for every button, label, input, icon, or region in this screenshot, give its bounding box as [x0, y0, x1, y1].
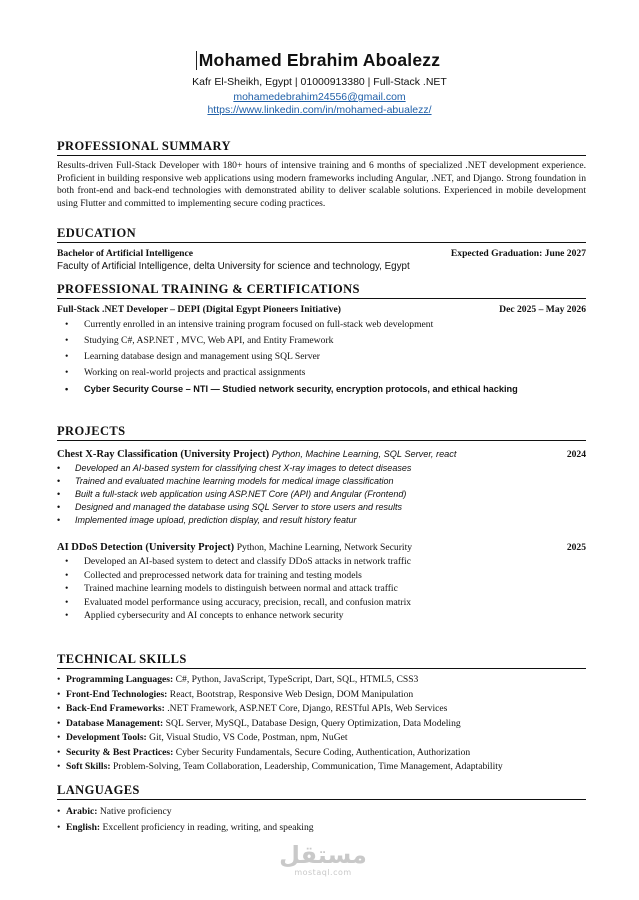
summary-text: Results-driven Full-Stack Developer with 180+ hours of intensive training and 6 months of specialized .NET development experience. Proficient in building responsive web applications using modern frameworks including Angular, .NET, and Django. Strong foundation in both front-end and back-end technologies with demonstrated ability to deliver scalable solutions. Experienced in mobile development using Flutter and committed to implementing secure coding practices. — [57, 160, 586, 209]
language-item: • English: Excellent proficiency in reading, writing, and speaking — [57, 820, 586, 836]
project-name: AI DDoS Detection (University Project) — [57, 542, 235, 553]
list-item: • Implemented image upload, prediction display, and result history featur — [57, 514, 586, 527]
cert-item: • Cyber Security Course – NTI — Studied network security, encryption protocols, and ethical hacking — [57, 381, 586, 397]
project-tech: Python, Machine Learning, SQL Server, react — [271, 449, 457, 459]
skill-item: • Development Tools: Git, Visual Studio, VS Code, Postman, npm, NuGet — [57, 731, 586, 746]
list-item: • Studying C#, ASP.NET , MVC, Web API, and Entity Framework — [57, 333, 586, 349]
summary-section — [57, 139, 586, 210]
skill-item: • Programming Languages: C#, Python, JavaScript, TypeScript, Dart, SQL, HTML5, CSS3 — [57, 673, 586, 688]
project-year: 2024 — [566, 449, 586, 460]
skill-item: • Back-End Frameworks: .NET Framework, ASP.NET Core, Django, RESTful APIs, Web Services — [57, 702, 586, 717]
languages-section — [57, 783, 586, 836]
list-item: • Collected and preprocessed network data for training and testing models — [57, 569, 586, 583]
faculty: Faculty of Artificial Intelligence, delta University for science and technology, Egypt — [57, 261, 410, 272]
graduation-date: Expected Graduation: June 2027 — [450, 248, 586, 259]
list-item: • Learning database design and management using SQL Server — [57, 349, 586, 365]
skill-item: • Security & Best Practices: Cyber Security Fundamentals, Secure Coding, Authentication, Authorization — [57, 746, 586, 761]
skills-section — [57, 652, 586, 775]
project-tech: Python, Machine Learning, Network Security — [236, 542, 413, 553]
project-bullets — [57, 462, 586, 527]
languages-heading: LANGUAGES — [57, 783, 586, 800]
project-bullets — [57, 555, 586, 623]
candidate-name: Mohamed Ebrahim Aboalezz — [198, 50, 441, 70]
language-item: • Arabic: Native proficiency — [57, 804, 586, 820]
resume-header — [0, 50, 639, 116]
list-item: • Developed an AI-based system to detect and classify DDoS attacks in network traffic — [57, 555, 586, 569]
training-section — [57, 282, 586, 397]
skill-item: • Database Management: SQL Server, MySQL, Database Design, Query Optimization, Data Modeling — [57, 717, 586, 732]
watermark-domain: mostaql.com — [294, 868, 352, 877]
education-section — [57, 226, 586, 273]
skills-list — [57, 673, 586, 775]
skill-item: • Front-End Technologies: React, Bootstrap, Responsive Web Design, DOM Manipulation — [57, 688, 586, 703]
training-dates: Dec 2025 – May 2026 — [499, 304, 586, 315]
degree: Bachelor of Artificial Intelligence — [57, 248, 193, 259]
list-item: • Applied cybersecurity and AI concepts to enhance network security — [57, 609, 586, 623]
watermark-arabic: مستقل — [279, 841, 367, 869]
skills-heading: TECHNICAL SKILLS — [57, 652, 586, 669]
project-year: 2025 — [566, 542, 586, 553]
training-list — [57, 317, 586, 397]
projects-section — [57, 424, 586, 623]
list-item: • Evaluated model performance using accuracy, precision, recall, and confusion matrix — [57, 596, 586, 610]
training-program: Full-Stack .NET Developer – DEPI (Digital Egypt Pioneers Initiative) — [57, 304, 341, 315]
skill-item: • Soft Skills: Problem-Solving, Team Collaboration, Leadership, Communication, Time Management, Adaptability — [57, 760, 586, 775]
summary-heading: PROFESSIONAL SUMMARY — [57, 139, 586, 156]
list-item: • Working on real-world projects and practical assignments — [57, 365, 586, 381]
project-name: Chest X-Ray Classification (University Project) — [57, 449, 270, 460]
languages-list — [57, 804, 586, 836]
mostaql-watermark — [278, 842, 368, 877]
list-item: • Developed an AI-based system for classifying chest X-ray images to detect diseases — [57, 462, 586, 475]
list-item: • Currently enrolled in an intensive training program focused on full-stack web development — [57, 317, 586, 333]
project-title — [57, 541, 412, 554]
list-item: • Trained machine learning models to distinguish between normal and attack traffic — [57, 582, 586, 596]
list-item: • Trained and evaluated machine learning models for medical image classification — [57, 475, 586, 488]
contact-line: Kafr El-Sheikh, Egypt | 01000913380 | Full-Stack .NET — [192, 76, 447, 88]
training-heading: PROFESSIONAL TRAINING & CERTIFICATIONS — [57, 282, 586, 299]
list-item: • Built a full-stack web application using ASP.NET Core (API) and Angular (Frontend) — [57, 488, 586, 501]
projects-heading: PROJECTS — [57, 424, 586, 441]
email-link[interactable]: mohamedebrahim24556@gmail.com — [233, 91, 406, 103]
education-heading: EDUCATION — [57, 226, 586, 243]
project-title — [57, 448, 456, 461]
list-item: • Designed and managed the database using SQL Server to store users and results — [57, 501, 586, 514]
linkedin-link[interactable]: https://www.linkedin.com/in/mohamed-abualezz/ — [207, 103, 432, 116]
